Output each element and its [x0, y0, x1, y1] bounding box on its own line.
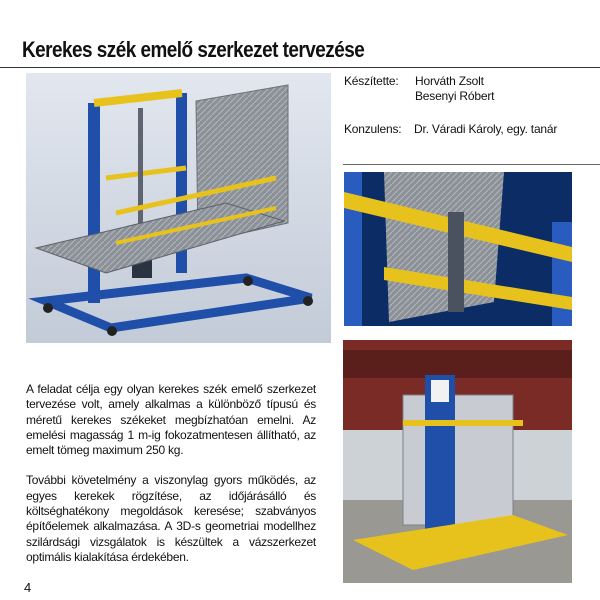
author-row — [344, 74, 557, 104]
page-number: 4 — [24, 580, 32, 595]
advisor-row — [344, 122, 557, 137]
title-divider — [0, 67, 600, 68]
paragraph: A feladat célja egy olyan kerekes szék emelő szerkezet tervezése volt, amely alkalmas a különböző típusú és méretű kerekes székeket megbízhatóan emelni. Az emelési magasság 1 m-ig fokozatmentesen állítható, az emelt tömeg maximum 250 kg. — [26, 382, 316, 458]
author-label: Készítette: — [344, 74, 399, 88]
photo-prototype-image — [343, 340, 572, 583]
author-name: Horváth Zsolt — [415, 74, 484, 88]
render-3d-lift-image — [26, 73, 331, 343]
render-detail-image — [344, 172, 572, 326]
page-title: Kerekes szék emelő szerkezet tervezése — [22, 37, 365, 62]
credits-divider — [343, 164, 600, 165]
advisor-name: Dr. Váradi Károly, egy. tanár — [414, 122, 558, 136]
advisor-label: Konzulens: — [344, 122, 402, 136]
author-name: Besenyi Róbert — [415, 89, 495, 103]
paragraph: További követelmény a viszonylag gyors működés, az egyes kerekek rögzítése, az időjárásálló és költséghatékony megoldások keresése; szabványos építőelemek alkalmazása. A 3D-s geometriai modellhez szilárdsági vizsgálatok is készültek a vázszerkezet optimális kialakítása érdekében. — [26, 473, 316, 564]
credits-block — [344, 74, 557, 137]
body-text — [26, 382, 316, 565]
